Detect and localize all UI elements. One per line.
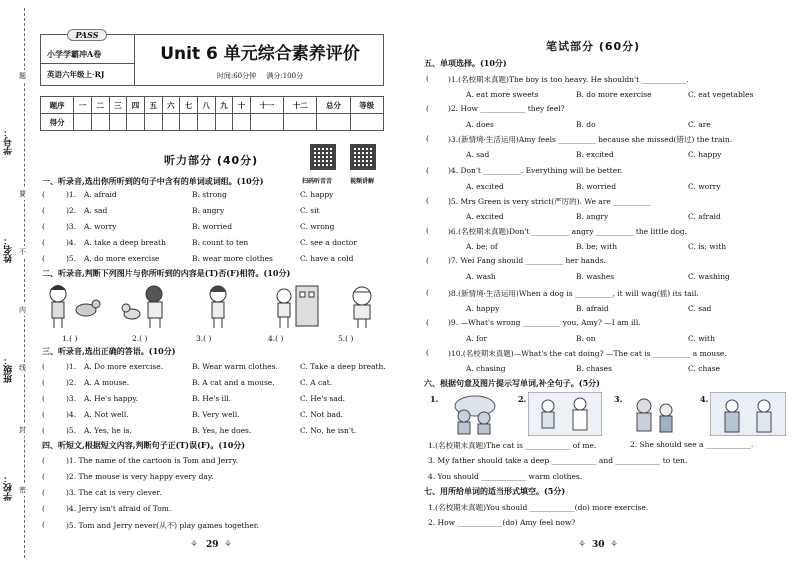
option-c: C. see a doctor bbox=[300, 238, 357, 247]
option-b: B. do more exercise bbox=[576, 90, 652, 99]
picture-number: 2. bbox=[518, 394, 527, 404]
answer-paren[interactable]: ( bbox=[42, 456, 45, 465]
boy-with-cat-icon bbox=[120, 282, 180, 330]
score-input-cell[interactable] bbox=[350, 114, 383, 131]
score-cell: 三 bbox=[109, 97, 127, 114]
class-label: 班级： bbox=[4, 356, 14, 383]
option-b: B. Very well. bbox=[192, 410, 240, 419]
picture-label: 4.( ) bbox=[268, 334, 284, 343]
answer-paren[interactable]: ( bbox=[426, 256, 429, 265]
section-4-title: 四、听短文,根据短文内容,判断句子正(T)误(F)。(10分) bbox=[42, 440, 246, 450]
picture-number: 1. bbox=[430, 394, 439, 404]
score-input-cell[interactable] bbox=[109, 114, 127, 131]
binding-mark: 密 bbox=[19, 486, 26, 494]
answer-paren[interactable]: ( bbox=[42, 222, 45, 231]
brand-divider bbox=[41, 63, 134, 64]
section-3-title: 三、听录音,选出正确的答语。(10分) bbox=[42, 346, 176, 356]
picture-5 bbox=[338, 282, 388, 343]
question-text: )6.(名校期末真题)Don't __________ angry __________ the little dog. bbox=[448, 227, 688, 236]
option-b: B. Wear warm clothes. bbox=[192, 362, 278, 371]
picture-label: 3.( ) bbox=[196, 334, 212, 343]
option-a: A. do more exercise bbox=[84, 254, 160, 263]
brand-grade: 英语六年级上·RJ bbox=[47, 70, 105, 79]
score-input-cell[interactable] bbox=[215, 114, 233, 131]
question-number: )4. bbox=[66, 238, 77, 247]
option-c: C. No, he isn't. bbox=[300, 426, 357, 435]
name-label: 姓名： bbox=[4, 236, 14, 263]
qr-code-icon[interactable] bbox=[350, 144, 376, 170]
answer-paren[interactable]: ( bbox=[42, 238, 45, 247]
option-c: C. are bbox=[688, 120, 711, 129]
score-cell: 六 bbox=[162, 97, 180, 114]
option-b: B. strong bbox=[192, 190, 227, 199]
qr-caption-video: 视频讲解 bbox=[350, 178, 375, 185]
picture-number: 3. bbox=[614, 394, 623, 404]
option-b: B. wear more clothes bbox=[192, 254, 273, 263]
option-b: B. be; with bbox=[576, 242, 618, 251]
picture-label: 2.( ) bbox=[132, 334, 148, 343]
section-7-title: 七、用所给单词的适当形式填空。(5分) bbox=[424, 486, 566, 496]
option-c: C. worry bbox=[688, 182, 721, 191]
score-input-cell[interactable] bbox=[317, 114, 350, 131]
sprout-icon: ⚘ bbox=[610, 540, 619, 550]
binding-strip bbox=[0, 0, 36, 566]
option-a: A. eat more sweets bbox=[466, 90, 539, 99]
option-a: A. sad bbox=[466, 150, 490, 159]
score-input-cell[interactable] bbox=[233, 114, 251, 131]
option-a: A. take a deep breath bbox=[84, 238, 166, 247]
question-number: )3. bbox=[66, 222, 77, 231]
option-b: B. worried bbox=[192, 222, 233, 231]
picture-3 bbox=[614, 392, 684, 436]
score-input-cell[interactable] bbox=[197, 114, 215, 131]
answer-paren[interactable]: ( bbox=[426, 318, 429, 327]
option-c: C. afraid bbox=[688, 212, 721, 221]
binding-mark-title: 题 bbox=[19, 72, 26, 80]
fill-in-line-1[interactable]: 1.(名校期末真题)You should ____________(do) more exercise. bbox=[428, 503, 649, 512]
answer-paren[interactable]: ( bbox=[42, 426, 45, 435]
option-a: A. Yes, he is. bbox=[84, 426, 132, 435]
option-b: B. do bbox=[576, 120, 596, 129]
right-page bbox=[420, 0, 792, 566]
score-input-cell[interactable] bbox=[144, 114, 162, 131]
score-input-cell[interactable] bbox=[284, 114, 317, 131]
section-2-title: 二、听录音,判断下列图片与你所听到的内容是(T)否(F)相符。(10分) bbox=[42, 268, 291, 278]
option-c: C. Not bad. bbox=[300, 410, 344, 419]
option-b: B. angry bbox=[576, 212, 609, 221]
option-b: B. chases bbox=[576, 364, 612, 373]
question-number: )5. bbox=[66, 426, 77, 435]
question-number: )3. bbox=[66, 394, 77, 403]
question-number: )5. bbox=[66, 254, 77, 263]
option-c: C. eat vegetables bbox=[688, 90, 754, 99]
question-text: )5. Mrs Green is very strict(严厉的). We are __________ bbox=[448, 197, 651, 206]
option-b: B. He's ill. bbox=[192, 394, 232, 403]
answer-paren[interactable]: ( bbox=[42, 394, 45, 403]
question-text: )10.(名校期末真题)—What's the cat doing? —The cat is __________ a mouse. bbox=[448, 349, 727, 358]
binding-mark: 线 bbox=[19, 364, 26, 372]
school-label: 学校： bbox=[4, 474, 14, 501]
option-a: A. afraid bbox=[84, 190, 117, 199]
answer-paren[interactable]: ( bbox=[426, 74, 429, 83]
qr-caption-audio: 扫码听音音 bbox=[302, 178, 333, 185]
option-c: C. sit bbox=[300, 206, 320, 215]
section-6-pictures bbox=[428, 392, 788, 438]
answer-paren[interactable]: ( bbox=[426, 134, 429, 143]
answer-paren[interactable]: ( bbox=[426, 288, 429, 297]
answer-paren[interactable]: ( bbox=[42, 190, 45, 199]
binding-mark: 封 bbox=[19, 426, 26, 434]
question-number: )2. bbox=[66, 206, 77, 215]
option-b: B. washes bbox=[576, 272, 615, 281]
section-6-title: 六、根据句意及图片提示写单词,补全句子。(5分) bbox=[424, 378, 600, 388]
score-cell: 九 bbox=[215, 97, 233, 114]
statement-text: )1. The name of the cartoon is Tom and Jerry. bbox=[66, 456, 239, 465]
picture-2 bbox=[518, 392, 602, 436]
answer-paren[interactable]: ( bbox=[42, 254, 45, 263]
section-5-title: 五、单项选择。(10分) bbox=[424, 58, 507, 68]
answer-paren[interactable]: ( bbox=[426, 196, 429, 205]
score-input-cell[interactable] bbox=[250, 114, 283, 131]
score-cell: 十二 bbox=[284, 97, 317, 114]
answer-paren[interactable]: ( bbox=[42, 410, 45, 419]
brand-box bbox=[41, 30, 135, 85]
option-c: C. He's sad. bbox=[300, 394, 346, 403]
score-input-cell[interactable] bbox=[162, 114, 180, 131]
option-a: A. chasing bbox=[466, 364, 506, 373]
option-a: A. He's happy. bbox=[84, 394, 138, 403]
question-number: )2. bbox=[66, 378, 77, 387]
answer-paren[interactable]: ( bbox=[42, 378, 45, 387]
picture-3 bbox=[192, 282, 252, 343]
option-a: A. does bbox=[466, 120, 494, 129]
binding-mark: 内 bbox=[19, 306, 26, 314]
answer-paren[interactable]: ( bbox=[426, 226, 429, 235]
written-part-title: 笔试部分 (60分) bbox=[546, 40, 641, 53]
sick-boy-icon bbox=[338, 282, 388, 330]
fill-in-line-2[interactable]: 2. How ____________(do) Amy feel now? bbox=[428, 518, 576, 527]
fill-in-line-1[interactable]: 1.(名校期末真题)The cat is ____________ of me. bbox=[428, 441, 597, 450]
option-c: C. washing bbox=[688, 272, 730, 281]
page-number: 29 bbox=[206, 540, 219, 550]
binding-mark: 不 bbox=[19, 248, 26, 256]
crying-girl-and-dog-icon bbox=[42, 282, 102, 330]
option-a: A. excited bbox=[466, 182, 504, 191]
sprout-icon: ⚘ bbox=[578, 540, 587, 550]
score-input-cell[interactable] bbox=[91, 114, 109, 131]
score-cell: 等级 bbox=[350, 97, 383, 114]
option-b: B. count to ten bbox=[192, 238, 249, 247]
answer-paren[interactable]: ( bbox=[426, 104, 429, 113]
picture-4 bbox=[700, 392, 786, 436]
option-b: B. angry bbox=[192, 206, 225, 215]
happy-girl-icon bbox=[192, 282, 252, 330]
option-c: C. with bbox=[688, 334, 715, 343]
picture-1 bbox=[430, 392, 510, 436]
option-c: C. chase bbox=[688, 364, 721, 373]
score-cell: 七 bbox=[180, 97, 198, 114]
listening-part-title: 听力部分 (40分) bbox=[164, 154, 259, 167]
binding-dashed-line bbox=[24, 8, 25, 558]
picture-label: 5.( ) bbox=[338, 334, 354, 343]
brand-series: 小学学霸冲A卷 bbox=[47, 49, 102, 59]
option-b: B. on bbox=[576, 334, 596, 343]
option-a: A. wash bbox=[466, 272, 496, 281]
statement-text: )5. Tom and Jerry never(从不) play games together. bbox=[66, 521, 259, 530]
section-1-title: 一、听录音,选出你所听到的句子中含有的单词或词组。(10分) bbox=[42, 176, 264, 186]
question-text: )9. —What's wrong __________ you, Amy? —I am ill. bbox=[448, 318, 641, 327]
answer-paren[interactable]: ( bbox=[426, 166, 429, 175]
question-number: )1. bbox=[66, 190, 77, 199]
fill-in-line-2[interactable]: 2. She should see a ____________. bbox=[630, 440, 754, 449]
question-text: )1.(名校期末真题)The boy is too heavy. He shouldn't ____________. bbox=[448, 75, 689, 84]
question-text: )3.(新情境·生活运用)Amy feels __________ because she missed(错过) the train. bbox=[448, 135, 733, 144]
score-cell: 二 bbox=[91, 97, 109, 114]
picture-number: 4. bbox=[700, 394, 709, 404]
score-cell: 八 bbox=[197, 97, 215, 114]
option-a: A. worry bbox=[84, 222, 117, 231]
score-cell: 十一 bbox=[250, 97, 283, 114]
option-c: C. A cat. bbox=[300, 378, 333, 387]
answer-paren[interactable]: ( bbox=[42, 472, 45, 481]
girl-at-building-icon bbox=[266, 282, 326, 330]
score-cell: 十 bbox=[233, 97, 251, 114]
answer-paren[interactable]: ( bbox=[42, 520, 45, 529]
fill-in-line-3[interactable]: 3. My father should take a deep ____________ and ____________ to ten. bbox=[428, 456, 688, 465]
option-b: B. worried bbox=[576, 182, 617, 191]
score-table-header-row bbox=[41, 97, 384, 114]
option-c: C. happy bbox=[300, 190, 334, 199]
option-c: C. wrong bbox=[300, 222, 335, 231]
question-number: )1. bbox=[66, 362, 77, 371]
doctor-visit-icon bbox=[528, 392, 602, 436]
exam-header bbox=[40, 30, 384, 86]
score-table-score-row bbox=[41, 114, 384, 131]
answer-paren[interactable]: ( bbox=[42, 362, 45, 371]
option-b: B. excited bbox=[576, 150, 614, 159]
option-c: C. is; with bbox=[688, 242, 727, 251]
option-a: A. sad bbox=[84, 206, 108, 215]
pass-logo: PASS bbox=[67, 29, 107, 41]
man-breathing-icon bbox=[624, 392, 684, 436]
binding-mark: 要 bbox=[19, 190, 26, 198]
option-c: C. sad bbox=[688, 304, 712, 313]
score-cell: 总分 bbox=[317, 97, 350, 114]
statement-text: )4. Jerry isn't afraid of Tom. bbox=[66, 504, 172, 513]
option-a: A. excited bbox=[466, 212, 504, 221]
question-number: )4. bbox=[66, 410, 77, 419]
option-a: A. for bbox=[466, 334, 488, 343]
option-a: A. happy bbox=[466, 304, 500, 313]
left-page bbox=[38, 0, 390, 566]
score-input-cell[interactable] bbox=[127, 114, 145, 131]
exam-meta bbox=[137, 71, 383, 81]
option-a: A. Not well. bbox=[84, 410, 129, 419]
option-a: A. A mouse. bbox=[84, 378, 130, 387]
option-b: B. Yes, he does. bbox=[192, 426, 252, 435]
warm-clothes-icon bbox=[710, 392, 786, 436]
option-c: C. Take a deep breath. bbox=[300, 362, 386, 371]
score-input-cell[interactable] bbox=[180, 114, 198, 131]
score-cell: 题序 bbox=[41, 97, 74, 114]
question-text: )7. Wei Fang should __________ her hands. bbox=[448, 256, 606, 265]
option-c: C. have a cold bbox=[300, 254, 354, 263]
sprout-icon: ⚘ bbox=[224, 540, 233, 550]
time-limit: 时间:60分钟 bbox=[216, 72, 257, 80]
statement-text: )3. The cat is very clever. bbox=[66, 488, 162, 497]
page-number: 30 bbox=[592, 540, 605, 550]
option-a: A. Do more exercise. bbox=[84, 362, 164, 371]
scared-people-icon bbox=[440, 392, 510, 436]
statement-text: )2. The mouse is very happy every day. bbox=[66, 472, 214, 481]
question-text: )4. Don't __________. Everything will be better. bbox=[448, 166, 623, 175]
answer-paren[interactable]: ( bbox=[42, 206, 45, 215]
picture-2 bbox=[120, 282, 180, 343]
picture-label: 1.( ) bbox=[62, 334, 78, 343]
exam-title: Unit 6 单元综合素养评价 bbox=[160, 44, 360, 64]
full-score: 满分:100分 bbox=[266, 72, 304, 80]
question-text: )2. How ____________ they feel? bbox=[448, 104, 565, 113]
answer-paren[interactable]: ( bbox=[426, 348, 429, 357]
score-table bbox=[40, 96, 384, 131]
option-c: C. happy bbox=[688, 150, 722, 159]
student-id-label: 学号： bbox=[4, 128, 14, 155]
qr-code-icon[interactable] bbox=[310, 144, 336, 170]
sprout-icon: ⚘ bbox=[190, 540, 199, 550]
score-cell: 五 bbox=[144, 97, 162, 114]
answer-paren[interactable]: ( bbox=[42, 504, 45, 513]
picture-4 bbox=[266, 282, 326, 343]
score-input-cell[interactable] bbox=[74, 114, 92, 131]
question-text: )8.(新情境·生活运用)When a dog is __________, it will wag(摇) its tail. bbox=[448, 289, 699, 298]
option-b: B. A cat and a mouse. bbox=[192, 378, 275, 387]
answer-paren[interactable]: ( bbox=[42, 488, 45, 497]
section-2-pictures bbox=[42, 282, 382, 348]
option-a: A. be; of bbox=[466, 242, 498, 251]
fill-in-line-4[interactable]: 4. You should ____________ warm clothes. bbox=[428, 472, 583, 481]
score-cell: 一 bbox=[74, 97, 92, 114]
score-row-label: 得分 bbox=[41, 114, 74, 131]
picture-1 bbox=[42, 282, 102, 343]
option-b: B. afraid bbox=[576, 304, 609, 313]
score-cell: 四 bbox=[127, 97, 145, 114]
